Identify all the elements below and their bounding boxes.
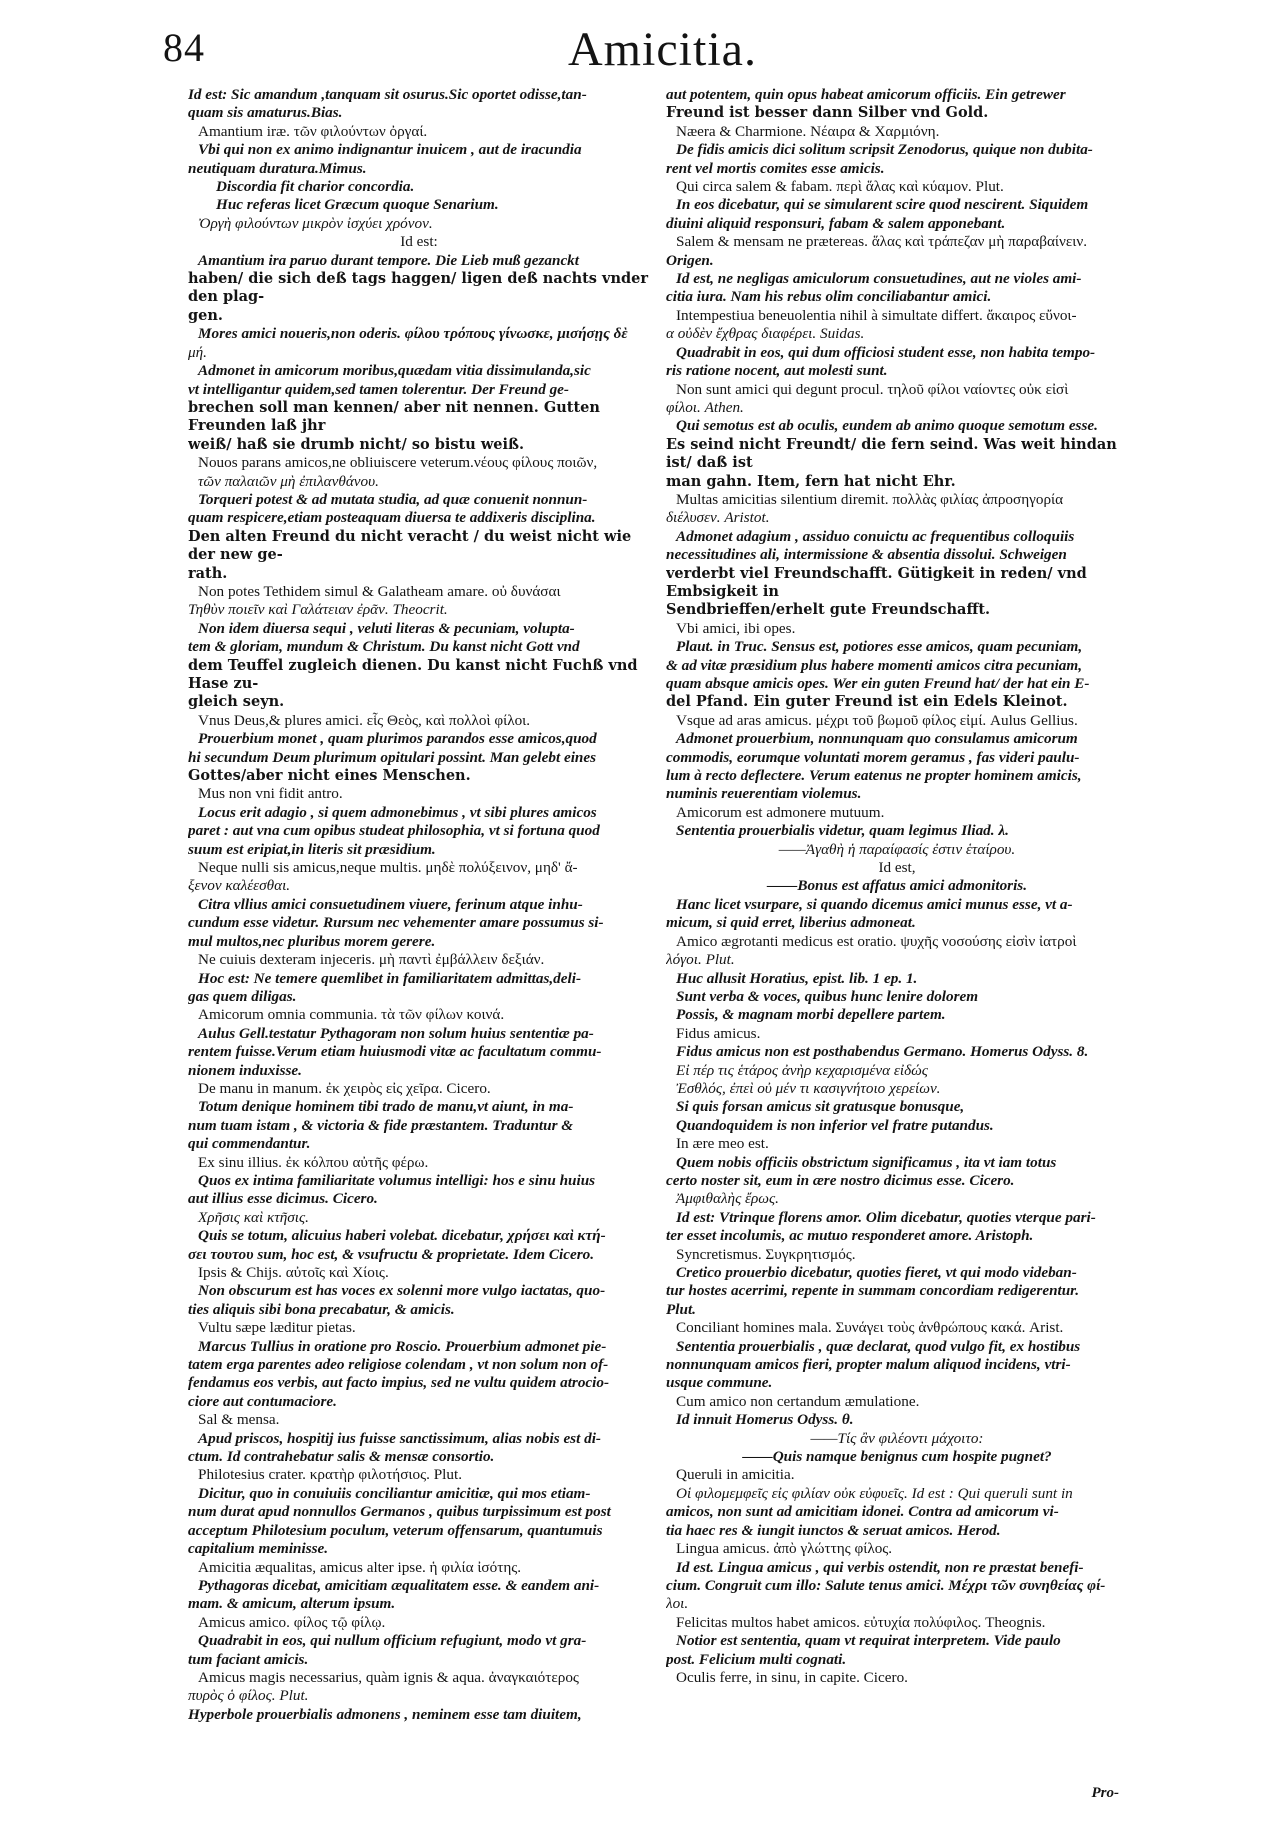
text-line: Quandoquidem is non inferior vel fratre putandus. (676, 1116, 994, 1134)
text-line: acceptum Philotesium poculum, veterum offensarum, quantumuis (188, 1521, 603, 1539)
text-line: Vbi qui non ex animo indignantur inuicem , aut de iracundia (198, 141, 582, 159)
text-line: Amicus magis necessarius, quàm ignis & aqua. ἀναγκαιότερος (198, 1668, 579, 1686)
text-line: ciore aut contumaciore. (188, 1392, 337, 1410)
text-line: cium. Congruit cum illo: Salute tenus amici. Μέχρι τῶν συνηθείας φί- (666, 1576, 1106, 1594)
text-line: capitalium meminisse. (188, 1540, 329, 1558)
text-line: Possis, & magnam morbi depellere partem. (676, 1006, 946, 1024)
text-line: Es seind nicht Freundt/ die fern seind. Was weit hindan ist/ daß ist (666, 435, 1117, 472)
text-line: rath. (188, 564, 228, 582)
text-line: Aulus Gell.testatur Pythagoram non solum huius sententiæ pa- (198, 1024, 594, 1042)
text-line: ——Quis namque benignus cum hospite pugnet? (742, 1448, 1052, 1466)
text-line: De manu in manum. ἐκ χειρὸς εἰς χεῖρα. Cicero. (198, 1079, 491, 1097)
text-line: Amicorum est admonere mutuum. (676, 803, 885, 821)
text-line: Fidus amicus. (676, 1024, 761, 1042)
text-line: Notior est sententia, quam vt requirat interpretem. Vide paulo (676, 1632, 1061, 1650)
text-line: & ad vitæ præsidium plus habere momenti amicos citra pecuniam, (666, 656, 1082, 674)
text-line: διέλυσεν. Aristot. (666, 509, 770, 527)
text-line: Intempestiua beneuolentia nihil à simultate differt. ἄκαιρος εὔνοι- (676, 306, 1077, 324)
text-line: rentem fuisse.Verum etiam huiusmodi vitæ ac facultatum commu- (188, 1043, 602, 1061)
text-line: Id est, (878, 859, 916, 877)
text-line: Origen. (666, 251, 714, 269)
text-line: ξενον καλέεσθαι. (188, 877, 291, 895)
text-line: Qui semotus est ab oculis, eundem ab animo quoque semotum esse. (676, 417, 1098, 435)
text-line: Admonet adagium , assiduo conuictu ac frequentibus colloquiis (676, 527, 1075, 545)
text-line: tum faciant amicis. (188, 1650, 309, 1668)
text-line: usque commune. (666, 1374, 773, 1392)
text-line: Ex sinu illius. ἐκ κόλπου αὐτῆς φέρω. (198, 1153, 429, 1171)
text-line: Plut. (666, 1300, 696, 1318)
text-line: weiß/ haß sie drumb nicht/ so bistu weiß. (188, 435, 525, 453)
text-line: Sententia prouerbialis , quæ declarat, quod vulgo fit, ex hostibus (676, 1337, 1081, 1355)
catchword: Pro- (1091, 1785, 1119, 1801)
text-line: Discordia fit charior concordia. (216, 178, 415, 196)
text-line: rent vel mortis comites esse amicis. (666, 159, 885, 177)
text-line: man gahn. Item, fern hat nicht Ehr. (666, 472, 956, 490)
text-line: Quadrabit in eos, qui dum officiosi student esse, non habita tempo- (676, 343, 1096, 361)
text-line: Id est. Lingua amicus , qui verbis ostendit, non re præstat benefi- (676, 1558, 1084, 1576)
text-line: dem Teuffel zugleich dienen. Du kanst nicht Fuchß vnd Hase zu- (188, 656, 638, 692)
text-line: verderbt viel Freundschafft. Gütigkeit in reden/ vnd Embsigkeit in (666, 564, 1087, 600)
text-line: cundum esse videtur. Rursum nec vehementer amare possumus si- (188, 914, 604, 932)
text-line: lum à recto deflectere. Verum eatenus ne propter hominem amicis, (666, 767, 1082, 785)
text-line: tur hostes acerrimi, repente in summam concordiam redigerentur. (666, 1282, 1080, 1300)
running-title: Amicitia. (568, 23, 757, 76)
text-line: Quis se totum, alicuius haberi volebat. dicebatur, χρήσει καὶ κτή- (198, 1227, 606, 1245)
text-line: Nouos parans amicos,ne obliuiscere veterum.νέους φίλους ποιῶν, (198, 454, 598, 472)
text-line: gen. (188, 306, 223, 324)
text-line: num tuam istam , & victoria & fide præstantem. Traduntur & (188, 1116, 574, 1134)
text-line: μή. (188, 343, 207, 361)
text-line: Ipsis & Chijs. αὐτοῖς καὶ Χίοις. (198, 1264, 389, 1281)
text-line: haben/ die sich deß tags haggen/ ligen deß nachts vnder den plag- (188, 270, 648, 306)
text-line: In ære meo est. (676, 1135, 769, 1153)
text-line: Quos ex intima familiaritate volumus intelligi: hos e sinu huius (198, 1171, 596, 1189)
text-line: tem & gloriam, mundum & Christum. Du kanst nicht Gott vnd (188, 638, 580, 656)
text-line: Amicitia æqualitas, amicus alter ipse. ἡ φιλία ἰσότης. (198, 1558, 522, 1576)
left-column (188, 86, 650, 1806)
text-line: Amicus amico. φίλος τῷ φίλῳ. (198, 1613, 386, 1631)
text-line: num durat apud nonnullos Germanos , quibus turpissimum est post (188, 1503, 611, 1521)
text-line: Admonet in amicorum moribus,quædam vitia dissimulanda,sic (198, 362, 591, 380)
text-line: gleich seyn. (188, 693, 285, 711)
text-line: De fidis amicis dici solitum scripsit Zenodorus, quique non dubita- (676, 141, 1093, 159)
text-line: Mores amici noueris,non oderis. φίλου τρόπους γίνωσκε, μισήσῃς δὲ (198, 325, 628, 343)
text-line: hi secundum Deum plurimum opitulari possint. Man gelebt eines (188, 748, 597, 766)
text-line: quam absque amicis opes. Wer ein guten Freund hat/ der hat ein E- (666, 675, 1090, 692)
text-line: necessitudines ali, intermissione & absentia dissolui. Schweigen (666, 546, 1067, 564)
text-line: Id est: Vtrinque florens amor. Olim dicebatur, quoties vterque pari- (676, 1208, 1096, 1226)
text-line: Id est, ne negligas amiculorum consuetudines, aut ne violes ami- (676, 270, 1082, 288)
text-line: suum est eripiat,in literis sit præsidium. (188, 840, 436, 858)
text-line: Si quis forsan amicus sit gratusque bonusque, (676, 1098, 965, 1116)
text-line: amicos, non sunt ad amicitiam idonei. Contra ad amicorum vi- (666, 1503, 1059, 1521)
text-line: Sal & mensa. (198, 1411, 280, 1429)
text-line: Neque nulli sis amicus,neque multis. μηδὲ πολύξεινον, μηδ' ἄ- (198, 859, 578, 877)
text-line: Freund ist besser dann Silber vnd Gold. (666, 104, 989, 122)
text-line: Non obscurum est has voces ex solenni more vulgo iactatas, quo- (198, 1282, 606, 1300)
text-line: Salem & mensam ne prætereas. ἅλας καὶ τράπεζαν μὴ παραβαίνειν. (676, 233, 1087, 251)
text-line: φίλοι. Athen. (666, 398, 744, 416)
text-line: Locus erit adagio , si quem admonebimus , vt sibi plures amicos (198, 803, 597, 821)
text-line: α οὐδὲν ἔχθρας διαφέρει. Suidas. (666, 325, 865, 343)
text-line: Non potes Tethidem simul & Galatheam amare. οὐ δυνάσαι (198, 582, 561, 600)
text-line: Amantium ira paruo durant tempore. Die Lieb muß gezanckt (198, 251, 579, 269)
text-line: tatem erga parentes adeo religiose colendam , vt non solum non of- (188, 1356, 609, 1374)
text-line: Mus non vni fidit antro. (198, 785, 343, 803)
text-line: tia haec res & iungit iunctos & seruat amicos. Herod. (666, 1521, 1001, 1539)
text-line: vt intelligantur quidem,sed tamen tolerentur. Der Freund ge- (188, 380, 569, 398)
text-line: Huc referas licet Græcum quoque Senarium. (216, 196, 499, 214)
text-line: Cretico prouerbio dicebatur, quoties fieret, vt qui modo videban- (676, 1264, 1077, 1281)
text-line: fendamus eos verbis, aut facto impius, sed ne vultu quidem atrocio- (188, 1374, 610, 1392)
text-line: Vbi amici, ibi opes. (676, 619, 796, 637)
text-line: Conciliant homines mala. Συνάγει τοὺς ἀνθρώπους κακά. Arist. (676, 1319, 1064, 1337)
text-line: Apud priscos, hospitij ius fuisse sanctissimum, alias nobis est di- (198, 1429, 601, 1447)
text-line: Fidus amicus non est posthabendus Germano. Homerus Odyss. 8. (676, 1043, 1089, 1061)
text-line: Admonet prouerbium, nonnunquam quo consulamus amicorum (676, 730, 1078, 748)
text-line: nionem induxisse. (188, 1061, 302, 1079)
text-line: quam sis amaturus.Bias. (188, 104, 343, 122)
text-line: Huc allusit Horatius, epist. lib. 1 ep. 1. (676, 969, 918, 987)
text-line: Amicorum omnia communia. τὰ τῶν φίλων κοινά. (198, 1006, 505, 1024)
text-line: post. Felicium multi cognati. (666, 1650, 847, 1668)
text-line: Cum amico non certandum æmulatione. (676, 1392, 920, 1410)
text-line: Pythagoras dicebat, amicitiam æqualitatem esse. & eandem ani- (198, 1576, 600, 1594)
text-line: Ne cuiuis dexteram injeceris. μὴ παντὶ ἐμβάλλειν δεξιάν. (198, 951, 545, 969)
text-line: Dicitur, quo in conuiuiis conciliantur amicitiæ, qui mos etiam- (198, 1484, 591, 1502)
text-line: ——Τίς ἂν φιλέοντι μάχοιτο: (810, 1429, 984, 1447)
text-line: nonnunquam amicos fieri, propter malum aliquod incidens, vtri- (666, 1356, 1071, 1374)
text-line: ——Bonus est affatus amici admonitoris. (766, 877, 1028, 895)
text-line: τῶν παλαιῶν μὴ ἐπιλανθάνου. (198, 472, 379, 490)
text-line: micum, si quid erret, liberius admoneat. (666, 914, 916, 932)
text-line: Amantium iræ. τῶν φιλούντων ὀργαί. (198, 122, 428, 140)
text-line: ter esset incolumis, ac mutuo responderet amore. Aristoph. (666, 1227, 1034, 1245)
text-line: Ἀμφιθαλὴς ἔρως. (676, 1190, 779, 1208)
text-line: Hoc est: Ne temere quemlibet in familiaritatem admittas,deli- (198, 969, 582, 987)
text-line: Id est: (400, 233, 438, 251)
text-line: Marcus Tullius in oratione pro Roscio. Prouerbium admonet pie- (198, 1337, 607, 1355)
text-line: Qui circa salem & fabam. περὶ ἅλας καὶ κύαμον. Plut. (676, 178, 1004, 196)
text-line: gas quem diligas. (188, 987, 297, 1005)
text-line: Sunt verba & voces, quibus hunc lenire dolorem (676, 987, 979, 1005)
text-line: commodis, eorumque voluntati morem geramus , fas videri paulu- (666, 748, 1080, 766)
text-line: Εἰ πέρ τις ἑτάρος ἀνὴρ κεχαρισμένα εἰδώς (676, 1061, 928, 1079)
page-number: 84 (163, 25, 205, 70)
text-line: ctum. Id contrahebatur salis & mensæ consortio. (188, 1448, 495, 1466)
text-line: citia iura. Nam his rebus olim conciliabantur amici. (666, 288, 992, 306)
text-line: Syncretismus. Συγκρητισμός. (676, 1245, 856, 1263)
text-line: certo noster sit, eum in ære nostro dicimus esse. Cicero. (666, 1171, 1015, 1189)
text-line: Den alten Freund du nicht veracht / du weist nicht wie der new ge- (188, 527, 632, 564)
text-line: numinis reuerentiam violemus. (666, 785, 862, 803)
text-line: aut potentem, quin opus habeat amicorum officiis. Ein getrewer (666, 86, 1066, 103)
right-column (666, 86, 1128, 1806)
text-line: qui commendantur. (188, 1135, 311, 1153)
text-line: In eos dicebatur, qui se simularent scire quod nescirent. Siquidem (676, 196, 1089, 214)
text-line: σει τουτου sum, hoc est, & vsufructu & proprietate. Idem Cicero. (188, 1245, 595, 1263)
text-line: Χρῆσις καὶ κτῆσις. (198, 1208, 309, 1226)
text-line: del Pfand. Ein guter Freund ist ein Edels Kleinot. (666, 693, 1068, 711)
text-line: Amico ægrotanti medicus est oratio. ψυχῆς νοσούσης εἰσὶν ἰατροὶ (676, 932, 1077, 950)
text-line: Vsque ad aras amicus. μέχρι τοῦ βωμοῦ φίλος εἰμί. Aulus Gellius. (676, 711, 1078, 729)
text-line: mul multos,nec pluribus morem gerere. (188, 932, 436, 950)
text-line: Oculis ferre, in sinu, in capite. Cicero. (676, 1668, 908, 1686)
text-line: Queruli in amicitia. (676, 1466, 795, 1484)
text-line: Philotesius crater. κρατὴρ φιλοτήσιος. Plut. (198, 1466, 462, 1484)
text-line: Multas amicitias silentium diremit. πολλὰς φιλίας ἀπροσηγορία (676, 490, 1064, 508)
text-line: Quem nobis officiis obstrictum significamus , ita vt iam totus (676, 1153, 1057, 1171)
text-line: Ὀργὴ φιλούντων μικρὸν ἰσχύει χρόνον. (198, 214, 433, 232)
text-line: Næera & Charmione. Νέαιρα & Χαρμιόνη. (676, 122, 940, 140)
text-line: paret : aut vna cum opibus studeat philosophia, vt si fortuna quod (188, 822, 600, 840)
text-line: Prouerbium monet , quam plurimos parandos esse amicos,quod (198, 730, 597, 748)
text-line: Hyperbole prouerbialis admonens , neminem esse tam diuitem, (188, 1705, 582, 1723)
text-line: ——Ἀγαθὴ ἡ παραίφασίς ἐστιν ἑταίρου. (778, 840, 1016, 858)
text-line: Quadrabit in eos, qui nullum officium refugiunt, modo vt gra- (198, 1632, 587, 1650)
text-line: aut illius esse dicimus. Cicero. (188, 1190, 378, 1208)
text-line: λοι. (666, 1595, 689, 1613)
text-line: Torqueri potest & ad mutata studia, ad quæ conuenit nonnun- (198, 490, 588, 508)
text-line: Vultu sæpe læditur pietas. (198, 1319, 356, 1337)
text-line: Sententia prouerbialis videtur, quam legimus Iliad. λ. (676, 822, 1009, 840)
text-line: neutiquam duratura.Mimus. (188, 159, 367, 177)
text-line: diuini aliquid responsuri, fabam & salem apponebant. (666, 214, 1006, 232)
text-line: Non sunt amici qui degunt procul. τηλοῦ φίλοι ναίοντες οὐκ εἰσὶ (676, 380, 1069, 398)
text-line: Τηθὺν ποιεῖν καὶ Γαλάτειαν ἐρᾶν. Theocrit. (188, 601, 448, 619)
text-line: quam respicere,etiam posteaquam diuersa te addixeris disciplina. (188, 509, 596, 527)
page-header (0, 22, 1269, 92)
text-line: λόγοι. Plut. (666, 951, 735, 969)
text-line: Id innuit Homerus Odyss. θ. (676, 1411, 854, 1429)
text-line: πυρὸς ὁ φίλος. Plut. (188, 1687, 309, 1705)
text-line: Hanc licet vsurpare, si quando dicemus amici munus esse, vt a- (676, 895, 1073, 913)
text-line: Οἱ φιλομεμφεῖς εἰς φιλίαν οὐκ εὐφυεῖς. Id est : Qui queruli sunt in (676, 1484, 1073, 1502)
text-line: mam. & amicum, alterum ipsum. (188, 1595, 396, 1613)
text-line: Non idem diuersa sequi , veluti literas & pecuniam, volupta- (198, 619, 575, 637)
text-line: Totum denique hominem tibi trado de manu,vt aiunt, in ma- (198, 1098, 574, 1116)
text-line: Vnus Deus,& plures amici. εἷς Θεὸς, καὶ πολλοὶ φίλοι. (198, 711, 531, 729)
text-line: Plaut. in Truc. Sensus est, potiores esse amicos, quam pecuniam, (676, 638, 1083, 656)
text-line: Sendbrieffen/erhelt gute Freundschafft. (666, 601, 991, 619)
text-line: Id est: Sic amandum ,tanquam sit osurus.Sic oportet odisse,tan- (188, 86, 587, 103)
text-line: ties aliquis sibi bona precabatur, & amicis. (188, 1300, 455, 1318)
text-line: Lingua amicus. ἀπὸ γλώττης φίλος. (676, 1540, 893, 1558)
text-line: Citra vllius amici consuetudinem viuere, ferinum atque inhu- (198, 895, 583, 913)
text-line: brechen soll man kennen/ aber nit nennen. Gutten Freunden laß jhr (188, 398, 600, 435)
text-line: ris ratione nocent, aut molesti sunt. (666, 362, 888, 380)
text-line: Ἐσθλός, ἐπεὶ οὐ μέν τι κασιγνήτοιο χερείων. (676, 1079, 941, 1097)
text-line: Felicitas multos habet amicos. εὐτυχία πολύφιλος. Theognis. (676, 1613, 1046, 1631)
text-line: Gottes/aber nicht eines Menschen. (188, 767, 471, 785)
